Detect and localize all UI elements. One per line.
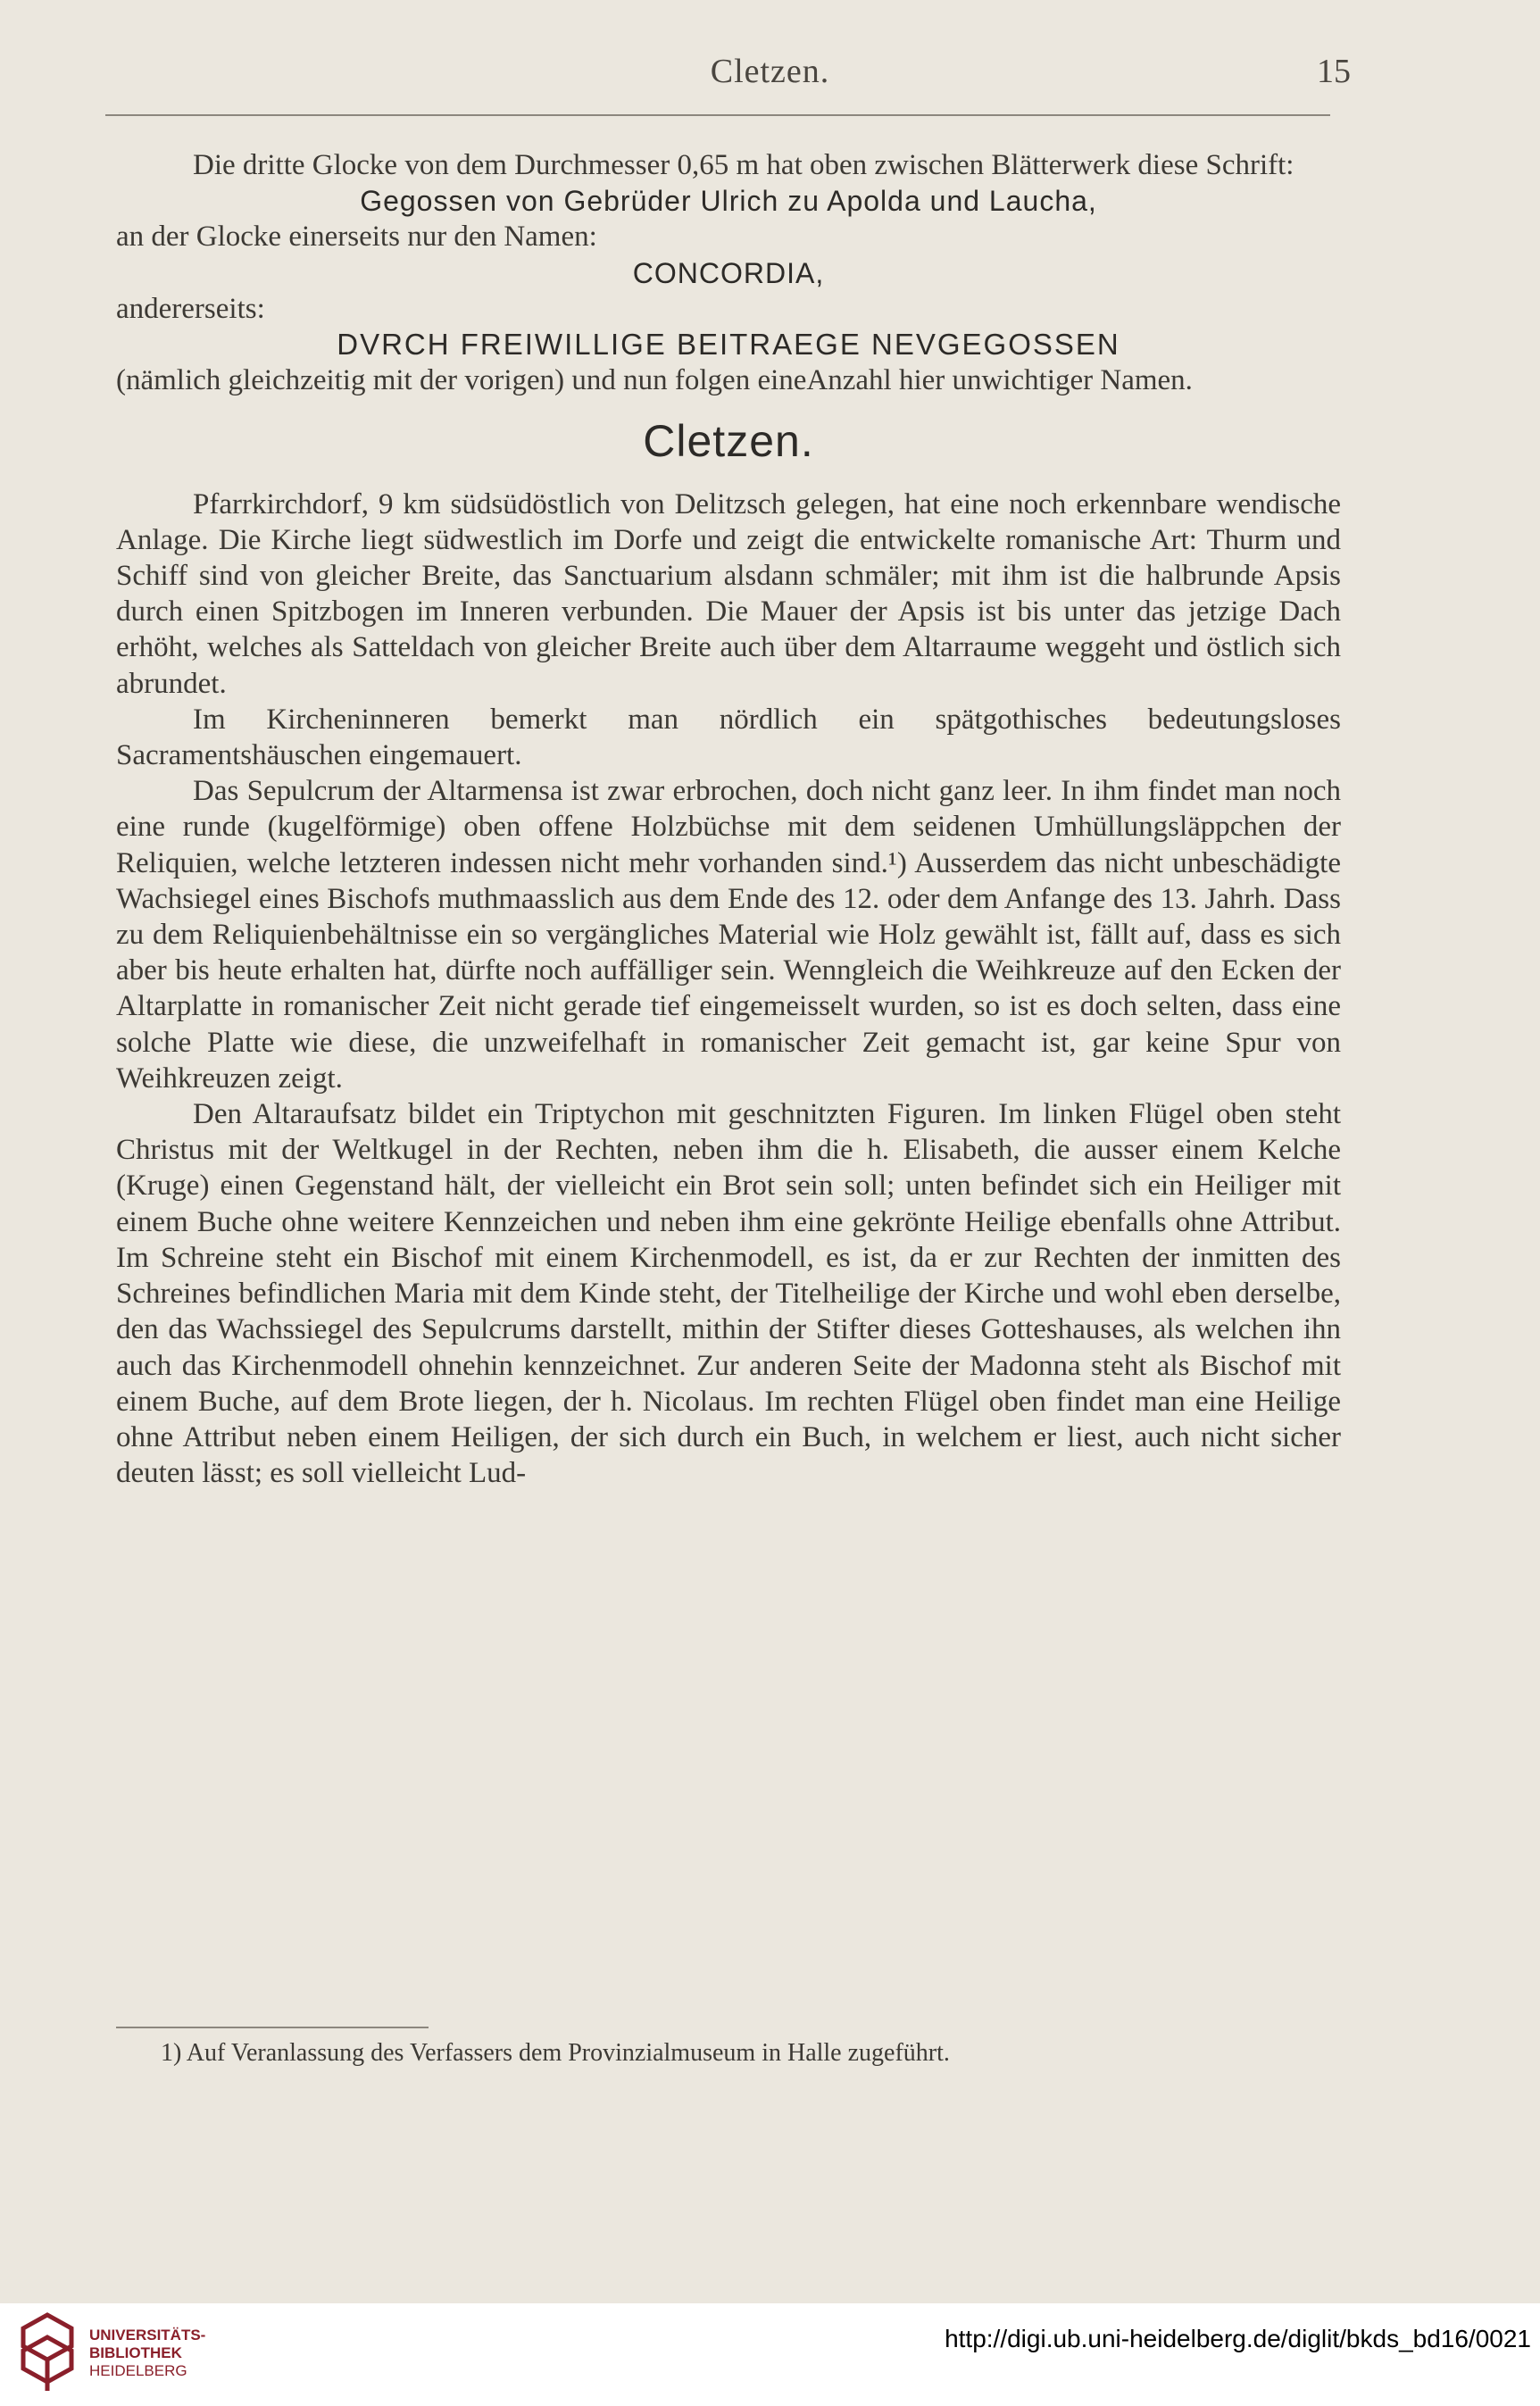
section-paragraph: Im Kircheninneren bemerkt man nördlich ein spätgothisches bedeutungsloses Sacramentshäuschen eingemauert. <box>116 703 1341 772</box>
bell-inscription-1: Gegossen von Gebrüder Ulrich zu Apolda und Laucha, <box>360 185 1097 218</box>
running-title: Cletzen. <box>710 53 830 90</box>
footnote-mark: 1) <box>161 2039 182 2067</box>
footnote-rule <box>116 2027 429 2028</box>
library-name: UNIVERSITÄTS- BIBLIOTHEK HEIDELBERG <box>89 2327 206 2379</box>
running-header <box>0 52 1540 105</box>
footnote-text: Auf Veranlassung des Verfassers dem Provinzialmuseum in Halle zugeführt. <box>186 2039 950 2067</box>
digitization-footer <box>0 2303 1540 2406</box>
body-text <box>116 147 1341 1491</box>
header-rule <box>105 114 1330 116</box>
ub-heidelberg-logo-icon <box>16 2310 79 2395</box>
section-paragraph: Das Sepulcrum der Altarmensa ist zwar erbrochen, doch nicht ganz leer. In ihm findet man noch eine runde (kugelförmige) oben offene Holzbüchse mit dem seidenen Umhüllungsläppchen der Reliquien, welche letzteren indessen nicht mehr vorhanden sind.¹) Ausserdem das nicht unbeschädigte Wachsiegel eines Bischofs muthmaasslich aus dem Ende des 12. oder dem Anfange des 13. Jahrh. Dass zu dem Reliquienbehältnisse ein so vergängliches Material wie Holz gewählt ist, fällt auf, dass es sich aber bis heute erhalten hat, dürfte noch auffälliger sein. Wenngleich die Weihkreuze auf den Ecken der Altarplatte in romanischer Zeit nicht gerade tief eingemeisselt wurden, so ist es doch selten, dass eine solche Platte wie diese, die unzweifelhaft in romanischer Zeit gemacht ist, gar keine Spur von Weihkreuzen zeigt. <box>116 775 1341 1095</box>
section-paragraph: Den Altaraufsatz bildet ein Triptychon mit geschnitzten Figuren. Im linken Flügel oben steht Christus mit der Weltkugel in der Rechten, neben ihm die h. Elisabeth, die ausser einem Kelche (Kruge) einen Gegenstand hält, der vielleicht ein Brot sein soll; unten befindet sich ein Heiliger mit einem Buche ohne weitere Kennzeichen und neben ihm eine gekrönte Heilige ebenfalls ohne Attribut. Im Schreine steht ein Bischof mit einem Kirchenmodell, es ist, da er zur Rechten der inmitten des Schreines befindlichen Maria mit dem Kinde steht, der Titelheilige der Kirche und wohl eben derselbe, den das Wachssiegel des Sepulcrums darstellt, mithin der Stifter dieses Gotteshauses, als welchen ihn auch das Kirchenmodell ohnehin kennzeichnet. Zur anderen Seite der Madonna steht als Bischof mit einem Buche, auf dem Brote liegen, der h. Nicolaus. Im rechten Flügel oben findet man eine Heilige ohne Attribut neben einem Heiligen, der sich durch ein Buch, in welchem er liest, auch nicht sicher deuten lässt; es soll vielleicht Lud- <box>116 1098 1341 1490</box>
footnote <box>161 2039 950 2068</box>
section-title: Cletzen. <box>643 416 814 467</box>
intro-paragraph-4: (nämlich gleichzeitig mit der vorigen) und nun folgen eineAnzahl hier unwichtiger Namen. <box>116 364 1193 397</box>
bell-inscription-2: CONCORDIA, <box>632 256 825 289</box>
bell-inscription-3: DVRCH FREIWILLIGE BEITRAEGE NEVGEGOSSEN <box>337 328 1120 362</box>
intro-paragraph-2: an der Glocke einerseits nur den Namen: <box>116 221 597 254</box>
source-url-link[interactable]: http://digi.ub.uni-heidelberg.de/diglit/bkds_bd16/0021 <box>945 2325 1531 2352</box>
intro-paragraph-1: Die dritte Glocke von dem Durchmesser 0,65 m hat oben zwischen Blätterwerk diese Schrift: <box>193 149 1294 181</box>
section-paragraph: Pfarrkirchdorf, 9 km südsüdöstlich von Delitzsch gelegen, hat eine noch erkennbare wendische Anlage. Die Kirche liegt südwestlich im Dorfe und zeigt die entwickelte romanische Art: Thurm und Schiff sind von gleicher Breite, das Sanctuarium alsdann schmäler; mit ihm ist die halbrunde Apsis durch einen Spitzbogen im Inneren verbunden. Die Mauer der Apsis ist bis unter das jetzige Dach erhöht, welches als Satteldach von gleicher Breite auch über dem Altarraume weggeht und östlich sich abrundet. <box>116 487 1341 700</box>
intro-paragraph-3: andererseits: <box>116 292 265 325</box>
page-number: 15 <box>1317 53 1351 90</box>
